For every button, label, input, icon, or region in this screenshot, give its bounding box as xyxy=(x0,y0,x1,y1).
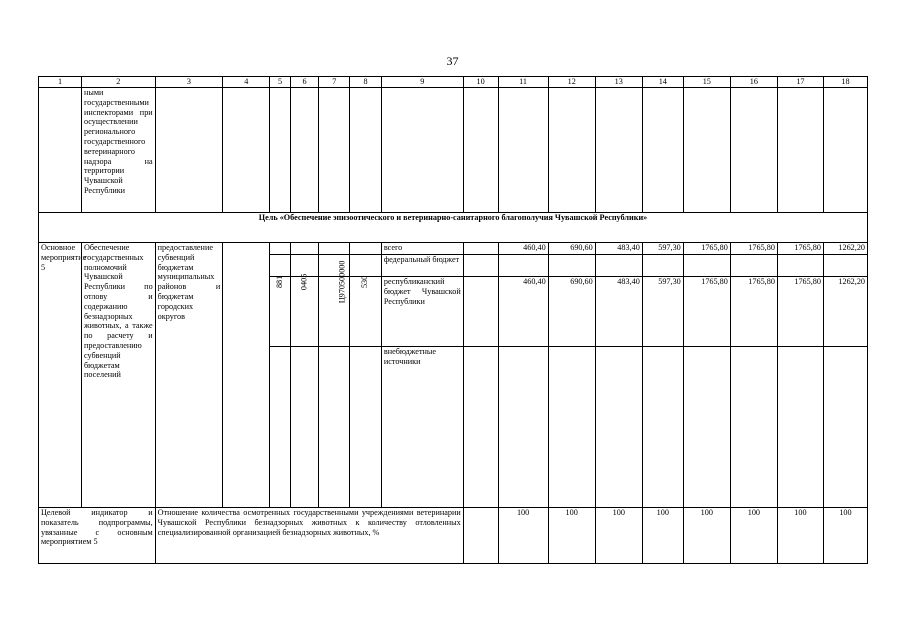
column-number: 18 xyxy=(823,77,867,88)
funding-value: 1765,80 xyxy=(730,277,777,347)
column-number: 5 xyxy=(270,77,290,88)
indicator-value: 100 xyxy=(642,508,683,564)
goal-heading: Цель «Обеспечение эпизоотического и ветеринарно-санитарного благополучия Чувашской Республики» xyxy=(39,213,868,243)
funding-value xyxy=(498,255,548,277)
funding-value: 690,60 xyxy=(548,277,595,347)
funding-value xyxy=(730,255,777,277)
page-number: 37 xyxy=(446,54,459,68)
column-number: 8 xyxy=(350,77,382,88)
continuation-row xyxy=(39,88,868,213)
code-text: 881 xyxy=(275,275,285,289)
funding-value: 1765,80 xyxy=(777,243,823,255)
column-number-row xyxy=(39,77,868,88)
code-cell xyxy=(319,260,350,347)
column-number: 10 xyxy=(463,77,498,88)
funding-value: 597,30 xyxy=(642,277,683,347)
column-number: 9 xyxy=(381,77,463,88)
column-number: 6 xyxy=(290,77,319,88)
funding-value xyxy=(498,347,548,508)
column-number: 14 xyxy=(642,77,683,88)
measure-executor: предоставление субвенций бюджетам муниципальных районов и бюджетам городских округов xyxy=(155,243,223,508)
funding-source: республиканский бюджет Чувашской Республики xyxy=(381,277,463,347)
funding-value xyxy=(642,347,683,508)
funding-value: 460,40 xyxy=(498,277,548,347)
funding-value xyxy=(730,347,777,508)
column-number: 1 xyxy=(39,77,82,88)
column-number: 7 xyxy=(319,77,350,88)
indicator-value: 100 xyxy=(498,508,548,564)
goal-row xyxy=(39,213,868,243)
column-number: 16 xyxy=(730,77,777,88)
funding-source: всего xyxy=(381,243,463,255)
indicator-label: Целевой индикатор и показатель подпрограммы, увязанные с основным мероприятием 5 xyxy=(39,508,156,564)
funding-source: внебюджетные источники xyxy=(381,347,463,508)
funding-value: 1765,80 xyxy=(683,243,730,255)
indicator-value: 100 xyxy=(730,508,777,564)
column-number: 12 xyxy=(548,77,595,88)
funding-value xyxy=(595,347,642,508)
funding-value xyxy=(823,347,867,508)
indicator-value: 100 xyxy=(777,508,823,564)
code-text: 530 xyxy=(360,275,370,289)
funding-row-total xyxy=(39,243,868,255)
funding-source: федеральный бюджет xyxy=(381,255,463,277)
code-cell xyxy=(270,277,290,347)
funding-value xyxy=(777,347,823,508)
column-number: 2 xyxy=(81,77,155,88)
indicator-value: 100 xyxy=(595,508,642,564)
funding-value: 483,40 xyxy=(595,277,642,347)
funding-value xyxy=(683,347,730,508)
code-cell xyxy=(290,273,319,347)
code-text: 0405 xyxy=(299,273,309,291)
funding-value: 460,40 xyxy=(498,243,548,255)
funding-value xyxy=(823,255,867,277)
funding-value xyxy=(642,255,683,277)
indicator-row xyxy=(39,508,868,564)
funding-value: 1262,20 xyxy=(823,243,867,255)
funding-value xyxy=(777,255,823,277)
column-number: 17 xyxy=(777,77,823,88)
funding-value: 483,40 xyxy=(595,243,642,255)
column-number: 15 xyxy=(683,77,730,88)
funding-value xyxy=(548,347,595,508)
funding-value xyxy=(683,255,730,277)
column-number: 4 xyxy=(223,77,270,88)
column-number: 3 xyxy=(155,77,223,88)
column-number: 11 xyxy=(498,77,548,88)
indicator-value: 100 xyxy=(823,508,867,564)
funding-value xyxy=(595,255,642,277)
funding-value: 1765,80 xyxy=(777,277,823,347)
measure-name: Обеспечение государственных полномочий Чувашской Республики по отлову и содержанию безнадзорных животных, а также по расчету и предоставлению субвенций бюджетам поселений xyxy=(81,243,155,508)
code-cell xyxy=(350,277,382,347)
measure-label: Основное мероприятие 5 xyxy=(39,243,82,508)
funding-value: 1765,80 xyxy=(730,243,777,255)
funding-value: 1765,80 xyxy=(683,277,730,347)
continuation-text: ными государственными инспекторами при осуществлении регионального государственного ветеринарного надзора на территории Чувашской Республики xyxy=(81,88,155,213)
indicator-value: 100 xyxy=(683,508,730,564)
code-text: Ц970500000 xyxy=(337,260,347,304)
funding-value: 597,30 xyxy=(642,243,683,255)
program-table xyxy=(38,76,868,564)
funding-value xyxy=(548,255,595,277)
indicator-description: Отношение количества осмотренных государственными учреждениями ветеринарии Чувашской Республики безнадзорных животных к количеству отловленных специализированной организацией безнадзорных животных, % xyxy=(155,508,463,564)
funding-value: 1262,20 xyxy=(823,277,867,347)
indicator-value: 100 xyxy=(548,508,595,564)
funding-value: 690,60 xyxy=(548,243,595,255)
column-number: 13 xyxy=(595,77,642,88)
